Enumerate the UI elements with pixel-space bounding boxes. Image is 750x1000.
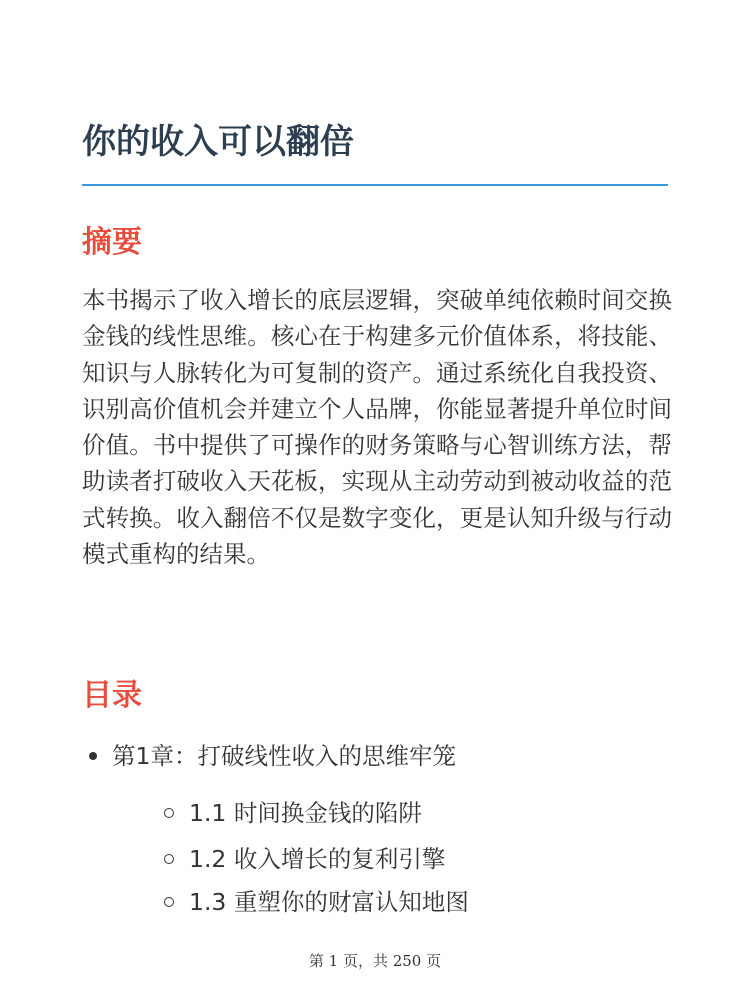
toc-section-1-3 [189, 884, 469, 920]
title-divider [82, 184, 668, 186]
document-title: 你的收入可以翻倍 [82, 122, 354, 162]
toc-section-1-2 [189, 841, 445, 877]
bullet-disc-icon [89, 752, 97, 760]
toc-section-1-1 [189, 795, 422, 831]
abstract-heading: 摘要 [82, 225, 142, 260]
bullet-circle-icon [164, 854, 174, 864]
toc-chapter-label: 第1章：打破线性收入的思维牢笼 [112, 742, 456, 770]
abstract-text: 本书揭示了收入增长的底层逻辑，突破单纯依赖时间交换金钱的线性思维。核心在于构建多元价值体系，将技能、知识与人脉转化为可复制的资产。通过系统化自我投资、识别高价值机会并建立个人品牌，你能显著提升单位时间价值。书中提供了可操作的财务策略与心智训练方法，帮助读者打破收入天花板，实现从主动劳动到被动收益的范式转换。收入翻倍不仅是数字变化，更是认知升级与行动模式重构的结果。 [82, 286, 672, 569]
toc-heading: 目录 [82, 678, 142, 713]
bullet-circle-icon [164, 897, 174, 907]
toc-section-label: 1.1 时间换金钱的陷阱 [189, 799, 422, 827]
toc-section-label: 1.3 重塑你的财富认知地图 [189, 888, 469, 916]
toc-section-label: 1.2 收入增长的复利引擎 [189, 845, 446, 873]
toc-chapter-1 [112, 738, 456, 774]
bullet-circle-icon [164, 808, 174, 818]
page-number: 第 1 页，共 250 页 [308, 952, 442, 970]
